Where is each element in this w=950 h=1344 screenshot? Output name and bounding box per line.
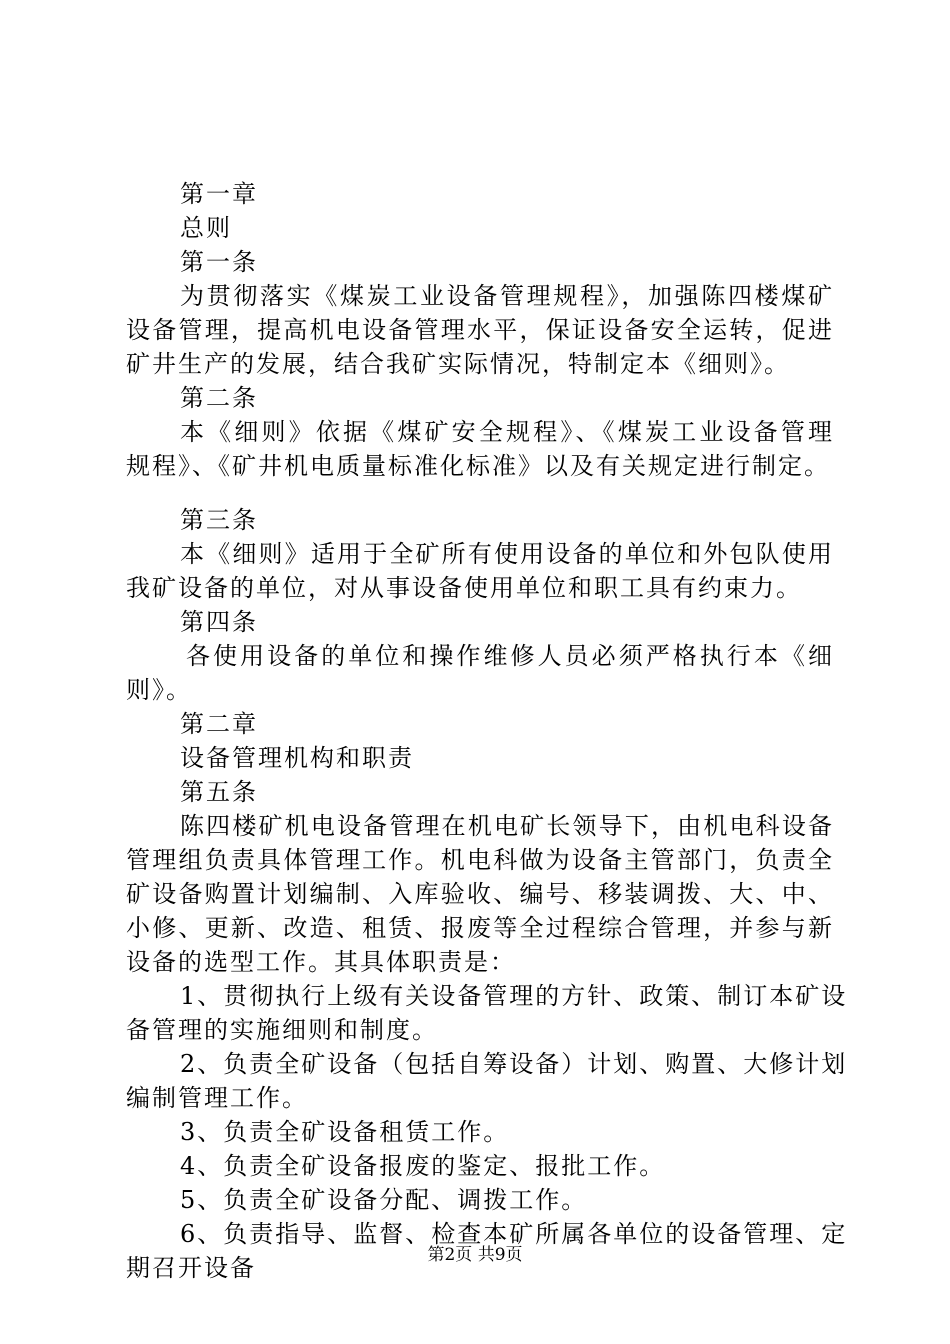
list-item-line: 编制管理工作。 (126, 1084, 308, 1112)
list-item-line: 6、负责指导、监督、检查本矿所属各单位的设备管理、定 (180, 1220, 848, 1248)
paragraph-line: 设备的选型工作。其具体职责是： (126, 948, 516, 976)
page-number-footer: 第2页 共9页 (427, 1245, 523, 1265)
paragraph-line: 则》。 (126, 676, 192, 704)
paragraph-line: 我矿设备的单位，对从事设备使用单位和职工具有约束力。 (126, 574, 802, 602)
blank-spacer (126, 483, 834, 503)
list-item-line: 3、负责全矿设备租赁工作。 (180, 1118, 510, 1146)
article-heading: 第四条 (180, 608, 258, 636)
article-heading: 第五条 (180, 778, 258, 806)
paragraph-line: 矿井生产的发展，结合我矿实际情况，特制定本《细则》。 (126, 350, 790, 378)
paragraph-line: 陈四楼矿机电设备管理在机电矿长领导下，由机电科设备 (180, 812, 834, 840)
chapter-heading: 第二章 (180, 710, 258, 738)
paragraph-line: 本《细则》适用于全矿所有使用设备的单位和外包队使用 (180, 540, 834, 568)
list-item-line: 期召开设备 (126, 1254, 256, 1282)
paragraph-line: 本《细则》依据《煤矿安全规程》、《煤炭工业设备管理 (180, 418, 834, 446)
chapter-heading: 第一章 (180, 180, 258, 208)
list-item-line: 1、贯彻执行上级有关设备管理的方针、政策、制订本矿设 (180, 982, 848, 1010)
list-item-line: 2、负责全矿设备（包括自筹设备）计划、购置、大修计划 (180, 1050, 848, 1078)
chapter-title: 设备管理机构和职责 (180, 744, 414, 772)
paragraph-line: 小修、更新、改造、租赁、报废等全过程综合管理，并参与新 (126, 914, 834, 942)
list-item-line: 备管理的实施细则和制度。 (126, 1016, 438, 1044)
paragraph-line: 设备管理，提高机电设备管理水平，保证设备安全运转，促进 (126, 316, 834, 344)
article-heading: 第一条 (180, 248, 258, 276)
paragraph-line: 为贯彻落实《煤炭工业设备管理规程》，加强陈四楼煤矿 (180, 282, 834, 310)
paragraph-line: 管理组负责具体管理工作。机电科做为设备主管部门，负责全 (126, 846, 834, 874)
chapter-title: 总则 (180, 214, 232, 242)
paragraph-line: 矿设备购置计划编制、入库验收、编号、移装调拨、大、中、 (126, 880, 834, 908)
list-item-line: 4、负责全矿设备报废的鉴定、报批工作。 (180, 1152, 666, 1180)
document-body (126, 177, 848, 1285)
article-heading: 第二条 (180, 384, 258, 412)
article-heading: 第三条 (180, 506, 258, 534)
paragraph-line: 规程》、《矿井机电质量标准化标准》以及有关规定进行制定。 (126, 452, 830, 480)
paragraph-line: 各使用设备的单位和操作维修人员必须严格执行本《细 (186, 642, 834, 670)
list-item-line: 5、负责全矿设备分配、调拨工作。 (180, 1186, 588, 1214)
